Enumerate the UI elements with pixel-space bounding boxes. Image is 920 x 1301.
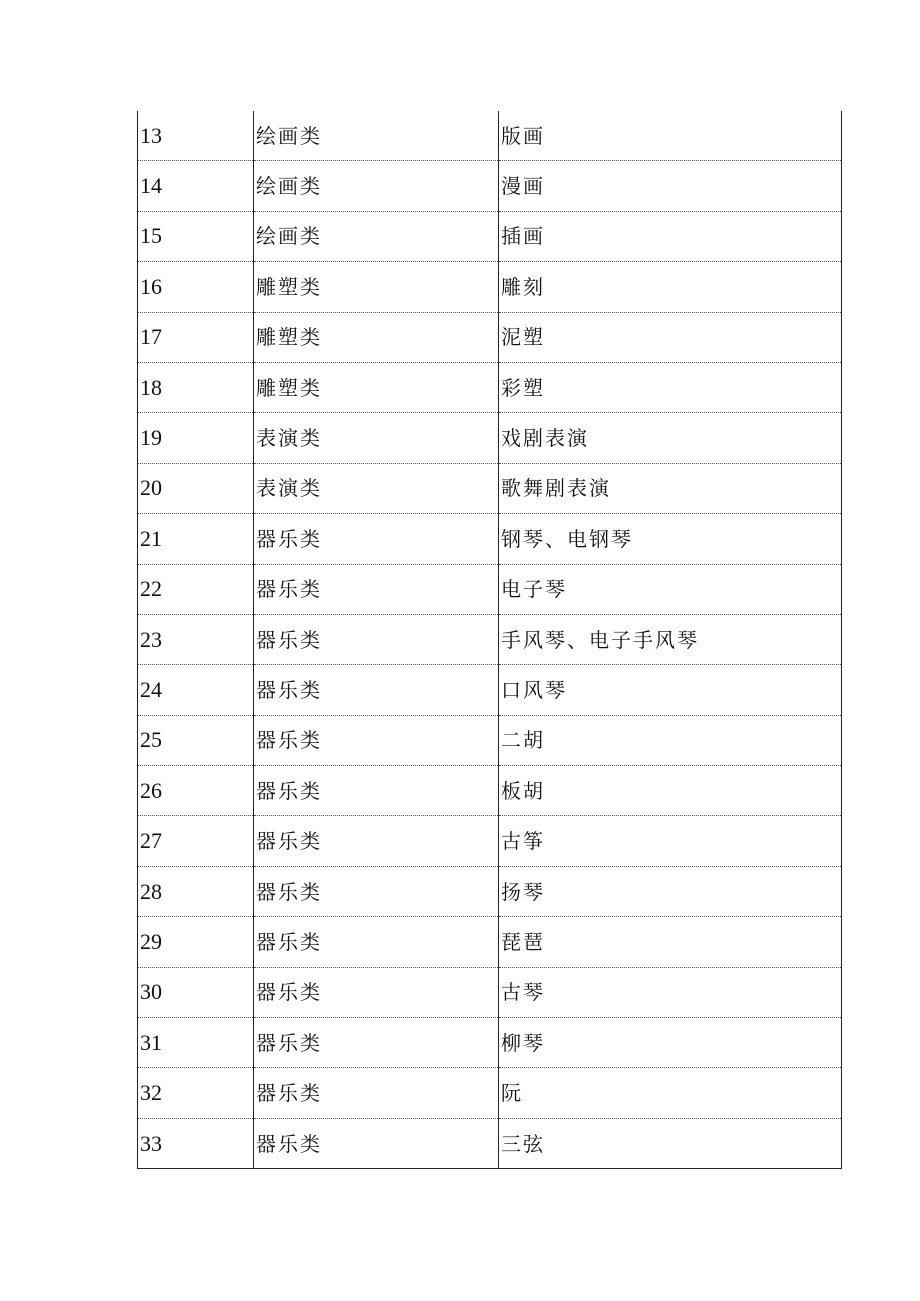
table-row	[138, 514, 842, 564]
item-cell: 扬琴	[499, 866, 842, 916]
item-cell: 戏剧表演	[499, 413, 842, 463]
row-number-cell: 32	[138, 1068, 254, 1118]
table-row	[138, 1118, 842, 1168]
row-number-cell: 33	[138, 1118, 254, 1168]
category-cell: 表演类	[254, 463, 499, 513]
item-cell: 口风琴	[499, 665, 842, 715]
category-cell: 器乐类	[254, 1068, 499, 1118]
row-number-cell: 31	[138, 1018, 254, 1068]
table-row	[138, 967, 842, 1017]
item-cell: 古筝	[499, 816, 842, 866]
row-number-cell: 21	[138, 514, 254, 564]
row-number-cell: 20	[138, 463, 254, 513]
item-cell: 古琴	[499, 967, 842, 1017]
category-cell: 器乐类	[254, 665, 499, 715]
item-cell: 二胡	[499, 715, 842, 765]
item-cell: 插画	[499, 211, 842, 261]
item-cell: 雕刻	[499, 262, 842, 312]
table-row	[138, 715, 842, 765]
item-cell: 手风琴、电子手风琴	[499, 614, 842, 664]
category-cell: 器乐类	[254, 514, 499, 564]
category-cell: 器乐类	[254, 866, 499, 916]
row-number-cell: 13	[138, 111, 254, 161]
category-cell: 器乐类	[254, 715, 499, 765]
row-number-cell: 25	[138, 715, 254, 765]
table-row	[138, 866, 842, 916]
table-row	[138, 413, 842, 463]
table-row	[138, 312, 842, 362]
table-row	[138, 917, 842, 967]
category-cell: 雕塑类	[254, 362, 499, 412]
row-number-cell: 28	[138, 866, 254, 916]
table-row	[138, 111, 842, 161]
table-row	[138, 362, 842, 412]
table-row	[138, 463, 842, 513]
table-row	[138, 564, 842, 614]
table-row	[138, 211, 842, 261]
row-number-cell: 30	[138, 967, 254, 1017]
item-cell: 阮	[499, 1068, 842, 1118]
row-number-cell: 22	[138, 564, 254, 614]
row-number-cell: 29	[138, 917, 254, 967]
item-cell: 板胡	[499, 766, 842, 816]
category-cell: 器乐类	[254, 1018, 499, 1068]
category-table	[137, 111, 842, 1169]
table-row	[138, 1068, 842, 1118]
category-cell: 器乐类	[254, 614, 499, 664]
category-cell: 绘画类	[254, 161, 499, 211]
row-number-cell: 18	[138, 362, 254, 412]
table-row	[138, 262, 842, 312]
category-cell: 器乐类	[254, 967, 499, 1017]
category-cell: 绘画类	[254, 211, 499, 261]
category-cell: 表演类	[254, 413, 499, 463]
item-cell: 三弦	[499, 1118, 842, 1168]
category-cell: 器乐类	[254, 1118, 499, 1168]
table-row	[138, 766, 842, 816]
category-cell: 绘画类	[254, 111, 499, 161]
row-number-cell: 26	[138, 766, 254, 816]
category-cell: 器乐类	[254, 917, 499, 967]
item-cell: 彩塑	[499, 362, 842, 412]
item-cell: 版画	[499, 111, 842, 161]
table-row	[138, 665, 842, 715]
category-cell: 雕塑类	[254, 312, 499, 362]
table-body	[138, 111, 842, 1169]
category-cell: 器乐类	[254, 766, 499, 816]
table-row	[138, 161, 842, 211]
category-cell: 器乐类	[254, 564, 499, 614]
item-cell: 电子琴	[499, 564, 842, 614]
item-cell: 柳琴	[499, 1018, 842, 1068]
category-cell: 雕塑类	[254, 262, 499, 312]
table-row	[138, 614, 842, 664]
item-cell: 钢琴、电钢琴	[499, 514, 842, 564]
row-number-cell: 16	[138, 262, 254, 312]
row-number-cell: 27	[138, 816, 254, 866]
row-number-cell: 24	[138, 665, 254, 715]
row-number-cell: 23	[138, 614, 254, 664]
row-number-cell: 14	[138, 161, 254, 211]
item-cell: 漫画	[499, 161, 842, 211]
item-cell: 泥塑	[499, 312, 842, 362]
row-number-cell: 15	[138, 211, 254, 261]
item-cell: 琵琶	[499, 917, 842, 967]
item-cell: 歌舞剧表演	[499, 463, 842, 513]
row-number-cell: 19	[138, 413, 254, 463]
category-cell: 器乐类	[254, 816, 499, 866]
table-row	[138, 816, 842, 866]
table-row	[138, 1018, 842, 1068]
row-number-cell: 17	[138, 312, 254, 362]
